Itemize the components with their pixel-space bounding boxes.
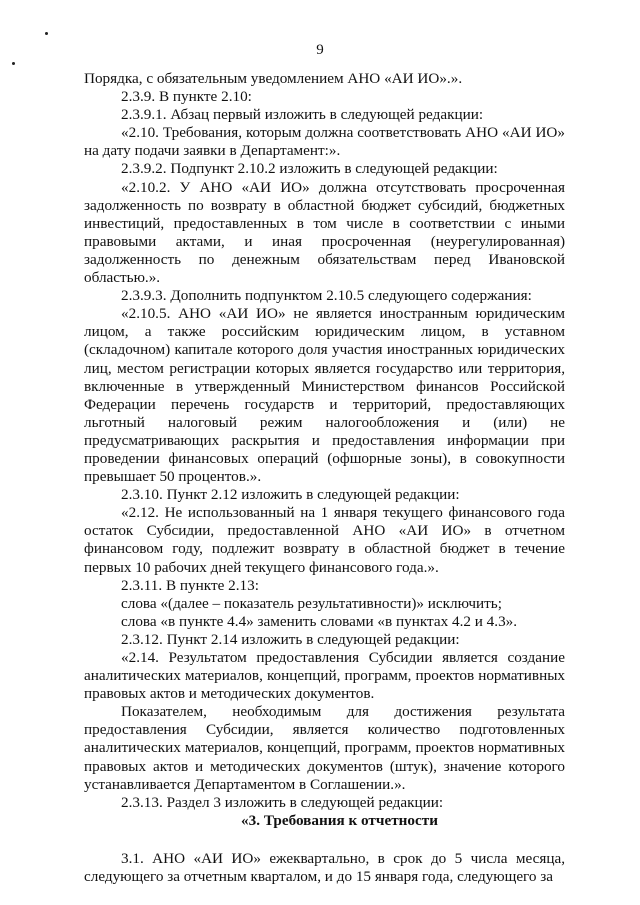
spacer [84, 830, 565, 850]
paragraph: 2.3.10. Пункт 2.12 изложить в следующей редакции: [121, 486, 460, 504]
paragraph: «2.10.5. АНО «АИ ИО» не является иностранным юридическим лицом, а также российским юридическим лицом, в уставном (складочном) капитале которого доля участия иностранных юридических лиц, местом регистрации которых является государство или территория, включенные в утвержденный Министерством финансов Российской Федерации перечень государств и территорий, предоставляющих льготный налоговый режим налогообложения и (или) не предусматривающих раскрытия и предоставления информации при проведении финансовых операций (офшорные зоны), в совокупности превышает 50 процентов.». [84, 305, 565, 486]
paragraph: «2.12. Не использованный на 1 января текущего финансового года остаток Субсидии, предоставленной АНО «АИ ИО» в отчетном финансовом году, подлежит возврату в областной бюджет в течение первых 10 рабочих дней текущего финансового года.». [84, 504, 565, 576]
closing-paragraph: 3.1. АНО «АИ ИО» ежеквартально, в срок до 5 числа месяца, следующего за отчетным кварталом, и до 15 января года, следующего за [84, 849, 565, 886]
paragraph: Показателем, необходимым для достижения результата предоставления Субсидии, является количество подготовленных аналитических материалов, концепций, программ, проектов нормативных правовых актов и методических документов (штук), значение которого устанавливается Департаментом в Соглашении.». [84, 703, 565, 793]
document-body [84, 70, 565, 886]
section-heading: «3. Требования к отчетности [241, 811, 438, 829]
paragraph: «2.14. Результатом предоставления Субсидии является создание аналитических материалов, концепций, программ, проектов нормативных правовых актов и методических документов. [84, 649, 565, 703]
paragraph: 2.3.11. В пункте 2.13: [121, 576, 259, 594]
paragraph: Порядка, с обязательным уведомлением АНО «АИ ИО».». [84, 70, 463, 87]
paragraph: 2.3.12. Пункт 2.14 изложить в следующей редакции: [121, 630, 460, 648]
paragraph: 2.3.13. Раздел 3 изложить в следующей редакции: [121, 793, 444, 811]
paragraph: слова «(далее – показатель результативности)» исключить; [121, 594, 502, 612]
paragraph: 2.3.9.2. Подпункт 2.10.2 изложить в следующей редакции: [121, 160, 498, 178]
paragraph: слова «в пункте 4.4» заменить словами «в пунктах 4.2 и 4.3». [121, 612, 518, 630]
scan-speck [12, 62, 15, 65]
page-number: 9 [316, 42, 324, 58]
paragraph: 2.3.9.1. Абзац первый изложить в следующей редакции: [121, 106, 484, 124]
paragraph: «2.10. Требования, которым должна соответствовать АНО «АИ ИО» на дату подачи заявки в Департамент:». [84, 124, 565, 160]
paragraph: 2.3.9. В пункте 2.10: [121, 88, 252, 106]
scan-speck [45, 32, 48, 35]
paragraph: 2.3.9.3. Дополнить подпунктом 2.10.5 следующего содержания: [121, 287, 532, 305]
paragraph: «2.10.2. У АНО «АИ ИО» должна отсутствовать просроченная задолженность по возврату в областной бюджет субсидий, бюджетных инвестиций, предоставленных в том числе в соответствии с иными правовыми актами, и иная просроченная (неурегулированная) задолженность по денежным обязательствам перед Ивановской областью.». [84, 178, 565, 287]
